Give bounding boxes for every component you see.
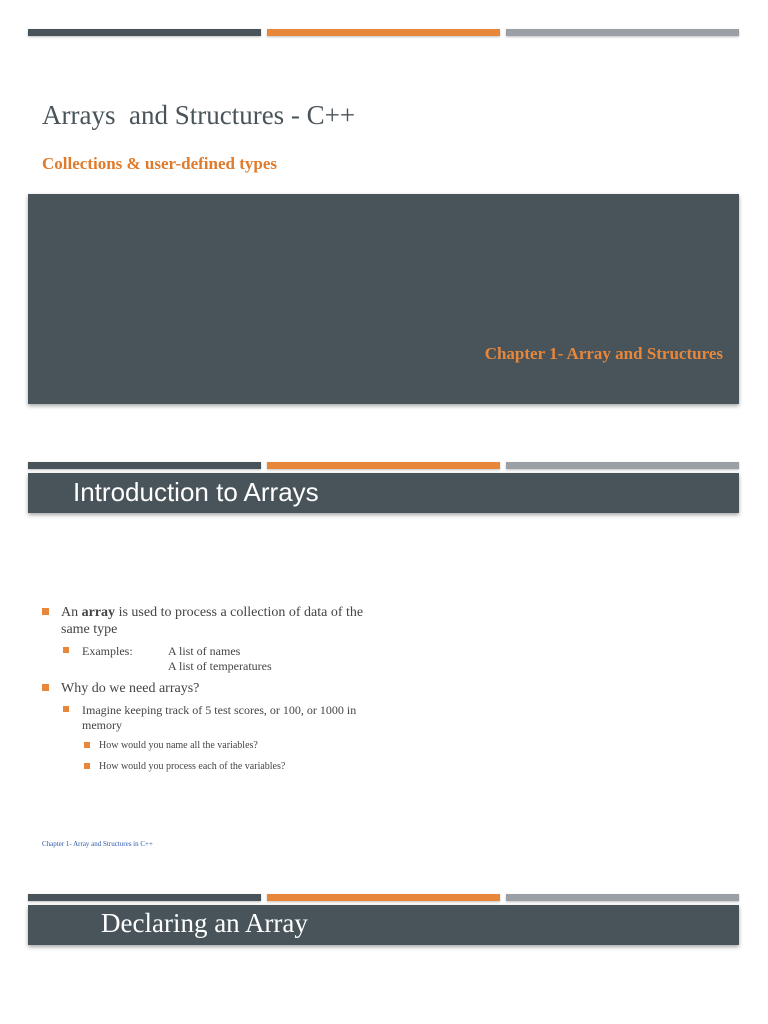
slide2-stripe-orange <box>267 462 500 469</box>
slide1-subtitle: Collections & user-defined types <box>42 154 277 173</box>
bullet-text: Imagine keeping track of 5 test scores, or 100, or 1000 in memory <box>82 703 357 732</box>
slide2-bullets <box>42 604 372 781</box>
bullet-why-arrays <box>42 680 371 697</box>
bullet-array-definition <box>42 604 371 638</box>
bullet-square-icon <box>84 763 90 769</box>
top-stripe-dark <box>28 29 261 36</box>
bullet-square-icon <box>42 608 49 615</box>
slide1-title: Arrays and Structures - C++ <box>42 100 356 130</box>
top-stripe-gray <box>506 29 739 36</box>
slide2-title-bar <box>28 473 739 513</box>
top-stripe-orange <box>267 29 500 36</box>
bullet-text: How would you process each of the variables? <box>99 761 286 772</box>
bullet-text: An <box>61 605 82 620</box>
slide2-footer: Chapter 1- Array and Structures in C++ <box>42 840 153 848</box>
bullet-square-icon <box>63 647 69 653</box>
bullet-square-icon <box>84 742 90 748</box>
slide2-stripe-gray <box>506 462 739 469</box>
slide1-banner <box>28 194 739 404</box>
bullet-bold-term: array <box>81 605 116 620</box>
bullet-text: Why do we need arrays? <box>61 681 200 696</box>
slide3-title: Declaring an Array <box>101 908 308 938</box>
bullet-square-icon <box>42 684 49 691</box>
slide2-title: Introduction to Arrays <box>73 477 319 507</box>
banner-caption: Chapter 1- Array and Structures <box>484 344 723 363</box>
slide3-stripe-dark <box>28 894 261 901</box>
slide3-stripe-orange <box>267 894 500 901</box>
examples-values <box>168 644 272 674</box>
slide2-stripe-dark <box>28 462 261 469</box>
slide3-stripe-gray <box>506 894 739 901</box>
bullet-test-scores <box>42 703 372 733</box>
bullet-process-variables <box>42 760 372 773</box>
bullet-examples <box>42 644 372 674</box>
examples-label: Examples: <box>82 644 133 658</box>
slide3-title-bar <box>28 905 739 945</box>
example-item: A list of temperatures <box>168 659 272 673</box>
bullet-text: How would you name all the variables? <box>99 740 258 751</box>
bullet-square-icon <box>63 706 69 712</box>
example-item: A list of names <box>168 644 241 658</box>
bullet-name-variables <box>42 739 372 752</box>
bullet-text: is used to process a collection of data of the same type <box>61 605 364 637</box>
